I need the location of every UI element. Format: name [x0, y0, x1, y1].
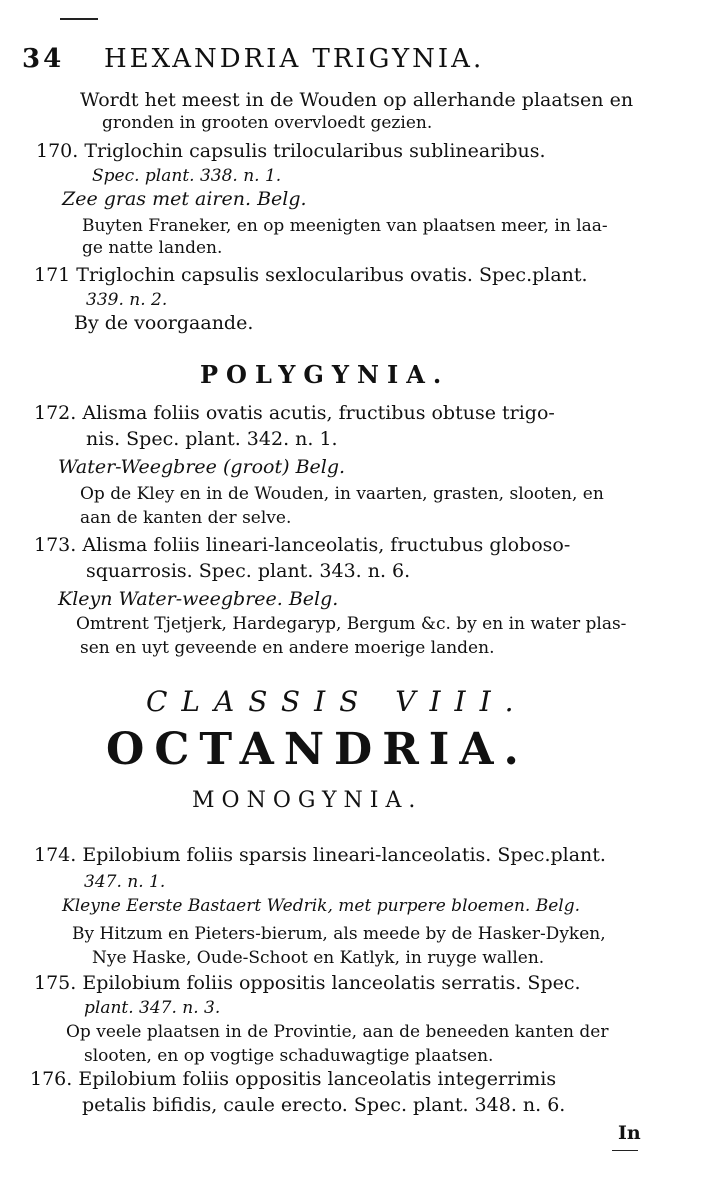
text-line: nis. Spec. plant. 342. n. 1.	[86, 428, 338, 450]
text-line: Omtrent Tjetjerk, Hardegaryp, Bergum &c. by en in water plas-	[76, 614, 627, 634]
entry-170: 170. Triglochin capsulis trilocularibus sublinearibus.	[36, 140, 546, 162]
footer-ornament-rule	[612, 1150, 638, 1151]
section-heading-monogynia: MONOGYNIA.	[192, 788, 423, 813]
text-line: petalis bifidis, caule erecto. Spec. plant. 348. n. 6.	[82, 1094, 566, 1116]
catchword: In	[618, 1122, 641, 1144]
entry-174: 174. Epilobium foliis sparsis lineari-lanceolatis. Spec.plant.	[34, 844, 606, 866]
text-line: plant. 347. n. 3.	[84, 998, 221, 1018]
text-line: Op de Kley en in de Wouden, in vaarten, grasten, slooten, en	[80, 484, 604, 504]
text-line: Op veele plaatsen in de Provintie, aan de beneeden kanten der	[66, 1022, 609, 1042]
text-line: Water-Weegbree (groot) Belg.	[58, 456, 346, 478]
entry-175: 175. Epilobium foliis oppositis lanceolatis serratis. Spec.	[34, 972, 581, 994]
text-line: 347. n. 1.	[84, 872, 166, 892]
class-heading: CLASSIS VIII.	[146, 685, 528, 718]
text-line: Nye Haske, Oude-Schoot en Katlyk, in ruyge wallen.	[92, 948, 545, 968]
text-line: ge natte landen.	[82, 238, 223, 258]
section-heading-polygynia: POLYGYNIA.	[200, 360, 450, 389]
text-line: By de voorgaande.	[74, 312, 254, 334]
text-line: Kleyne Eerste Bastaert Wedrik, met purpere bloemen. Belg.	[62, 896, 581, 916]
text-line: sen en uyt geveende en andere moerige landen.	[80, 638, 495, 658]
text-line: Wordt het meest in de Wouden op allerhande plaatsen en	[80, 89, 634, 111]
entry-172: 172. Alisma foliis ovatis acutis, fructibus obtuse trigo-	[34, 402, 555, 424]
text-line: squarrosis. Spec. plant. 343. n. 6.	[86, 560, 411, 582]
text-line: Zee gras met airen. Belg.	[62, 188, 307, 210]
text-line: By Hitzum en Pieters-bierum, als meede by de Hasker-Dyken,	[72, 924, 606, 944]
page-number: 34	[22, 44, 65, 74]
text-line: aan de kanten der selve.	[80, 508, 292, 528]
text-line: 339. n. 2.	[86, 290, 168, 310]
text-line: Kleyn Water-weegbree. Belg.	[58, 588, 339, 610]
header-ornament-rule	[60, 18, 98, 20]
text-line: gronden in grooten overvloedt gezien.	[102, 113, 433, 133]
text-line: slooten, en op vogtige schaduwagtige plaatsen.	[84, 1046, 494, 1066]
running-title: HEXANDRIA TRIGYNIA.	[104, 44, 485, 74]
text-line: Spec. plant. 338. n. 1.	[92, 166, 282, 186]
entry-176: 176. Epilobium foliis oppositis lanceolatis integerrimis	[30, 1068, 557, 1090]
entry-173: 173. Alisma foliis lineari-lanceolatis, fructubus globoso-	[34, 534, 571, 556]
class-title-octandria: OCTANDRIA.	[106, 724, 529, 775]
text-line: Buyten Franeker, en op meenigten van plaatsen meer, in laa-	[82, 216, 608, 236]
entry-171: 171 Triglochin capsulis sexlocularibus ovatis. Spec.plant.	[34, 264, 588, 286]
